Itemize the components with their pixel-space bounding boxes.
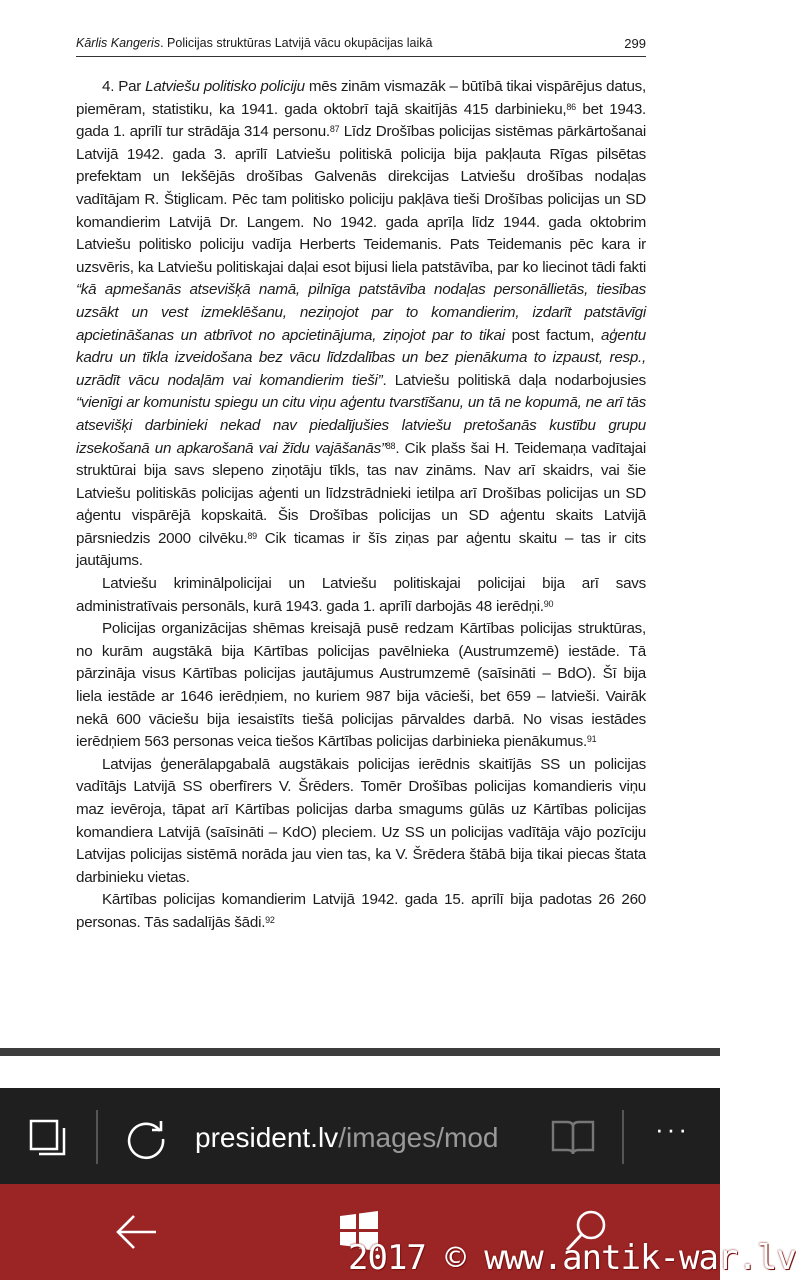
text-run: 4. Par xyxy=(102,78,146,95)
page-gap xyxy=(0,1056,720,1088)
text-run: Policijas organizācijas shēmas kreisajā pusē redzam Kārtības policijas struktūras, no kurām augstākā bija Kārtības policijas pavēlnieka (Austrumzemē) iestāde. Tā pārzināja visus Kārtības policijas jautājumus Austrumzemē (saīsināti – BdO). Šī bija liela iestāde ar 1646 ierēdņiem, no kuriem 987 bija vācieši, bet 659 – latvieši. Vairāk nekā 600 vāciešu bija iesaistīts tiešā policijas pārvaldes darbā. No visas iestādes ierēdņiem 563 personas veica tiešos Kārtības policijas darbinieka pienākumus. xyxy=(76,620,646,751)
footnote-ref: 88 xyxy=(385,440,396,451)
text-run: Latviešu kriminālpolicijai un Latviešu politiskajai policijai bija arī savs administratīvais personāls, kurā 1943. gada 1. aprīlī darbojās 48 ierēdņi. xyxy=(76,575,646,615)
url-path: /images/mod xyxy=(338,1122,499,1153)
text-run: . Cik plašs šai H. Teidemaņa vadītajai struktūrai bija savs slepeno ziņotāju tīkls, tas nav zināms. Nav arī skaidrs, vai šie Latviešu politiskās policijas aģenti un līdzstrādnieki ietilpa arī Drošības policijas un SD aģentu vispārējā kopskaitā. Šis Drošības policijas un SD aģentu skaits Latvijā pārsniedzis 2000 cilvēku. xyxy=(76,439,646,547)
text-run: “vienīgi ar komunistu spiegu un citu viņu aģentu tvarstīšanu, un tā ne kopumā, ne arī tās atsevišķi darbinieki nekad nav piedalījušies latviešu pretošanās kustību grupu izsekošanā un apkarošanā vai žīdu vajāšanās” xyxy=(76,394,646,457)
url-field[interactable] xyxy=(195,1120,535,1156)
address-bar-separator xyxy=(96,1110,98,1164)
text-run: Latvijas ģenerālapgabalā augstākais policijas ierēdnis skaitījās SS un policijas vadītājs Latvijā SS oberfīrers V. Šrēders. Tomēr Drošības policijas komandieris viņu maz ievēroja, tāpat arī Kārtības policijas darba smagums gūlās uz Kārtības policijas komandiera Latvijā (saīsināti – KdO) pleciem. Uz SS un policijas vadītāja vājo pozīciju Latvijas policijas sistēmā norāda jau vien tas, ka V. Šrēdera štābā bija tikai piecas štata darbinieku vietas. xyxy=(76,755,646,886)
back-arrow-icon[interactable] xyxy=(112,1210,160,1254)
text-run: mēs zinām vismazāk – būtībā tikai vispārējus datus, piemēram, statistiku, ka 1941. gada oktobrī tajā skaitījās 415 darbinieku, xyxy=(76,78,646,118)
text-run: Cik ticamas ir šīs ziņas par aģentu skaitu – tas ir cits jautājums. xyxy=(76,529,646,570)
text-run: Latviešu politisko policiju xyxy=(145,78,305,95)
address-bar-separator xyxy=(622,1110,624,1164)
text-run: . Latviešu politiskā daļa nodarbojusies xyxy=(382,371,646,389)
reading-view-icon[interactable] xyxy=(549,1118,597,1158)
text-run: aģentu kadru un tīkla izveidošana bez vācu līdzdalības un bez pienākuma to izpaust, resp., uzrādīt vācu nodaļām vai komandierim tieši” xyxy=(76,326,646,389)
body-text xyxy=(76,76,646,935)
page-number: 299 xyxy=(624,36,646,51)
footnote-ref: 89 xyxy=(247,530,257,541)
footnote-ref: 91 xyxy=(586,734,597,745)
watermark: 2017 © www.antik-war.lv xyxy=(348,1238,796,1278)
page-divider xyxy=(0,1048,720,1056)
text-run: post factum, xyxy=(504,326,602,344)
text-run: Līdz Drošības policijas sistēmas pārkārtošanai Latvijā 1942. gada 3. aprīlī Latviešu politiskā policija bija pakļauta Rīgas pilsētas prefektam un Iekšējās drošības Galvenās direkcijas Latviešu drošības nodaļas vadītājam R. Štiglicam. Pēc tam politisko policiju pakļāva tieši Drošības policijas un SD komandierim Latvijā Dr. Langem. No 1942. gada aprīļa līdz 1944. gada oktobrim Latviešu politisko policiju vadīja Herberts Teidemanis. Pats Teidemanis pēc kara ir uzsvēris, ka Latviešu politiskajai daļai esot bijusi liela patstāvība, par ko liecinot tādi fakti xyxy=(76,123,646,276)
tabs-icon[interactable] xyxy=(28,1118,68,1158)
footnote-ref: 92 xyxy=(265,914,275,925)
header-author: Kārlis Kangeris xyxy=(76,36,161,50)
footnote-ref: 86 xyxy=(566,101,576,112)
paragraph xyxy=(76,573,646,618)
paragraph xyxy=(76,618,646,754)
text-run: Kārtības policijas komandierim Latvijā 1942. gada 15. aprīlī bija padotas 26 260 personas. Tās sadalījās šādi. xyxy=(76,891,646,931)
running-header xyxy=(76,36,646,57)
footnote-ref: 87 xyxy=(329,124,340,135)
text-run: “kā apmešanās atsevišķā namā, pilnīga patstāvība nodaļas personāllietās, tiesības uzsākt un vest izmeklēšanu, neziņojot par to komandierim, izdarīt patstāvīgi apcietināšanas un atbrīvot no apcietinājuma, ziņojot par to tikai xyxy=(76,281,646,344)
text-run: bet 1943. gada 1. aprīlī tur strādāja 314 personu. xyxy=(76,100,646,141)
header-title: . Policijas struktūras Latvijā vācu okupācijas laikā xyxy=(160,36,433,50)
more-menu-button[interactable]: ··· xyxy=(655,1114,690,1144)
footnote-ref: 90 xyxy=(543,598,554,609)
paragraph xyxy=(76,76,646,573)
url-host: president.lv xyxy=(195,1122,339,1153)
paragraph xyxy=(76,754,646,890)
paragraph xyxy=(76,889,646,934)
refresh-icon[interactable] xyxy=(122,1115,170,1163)
